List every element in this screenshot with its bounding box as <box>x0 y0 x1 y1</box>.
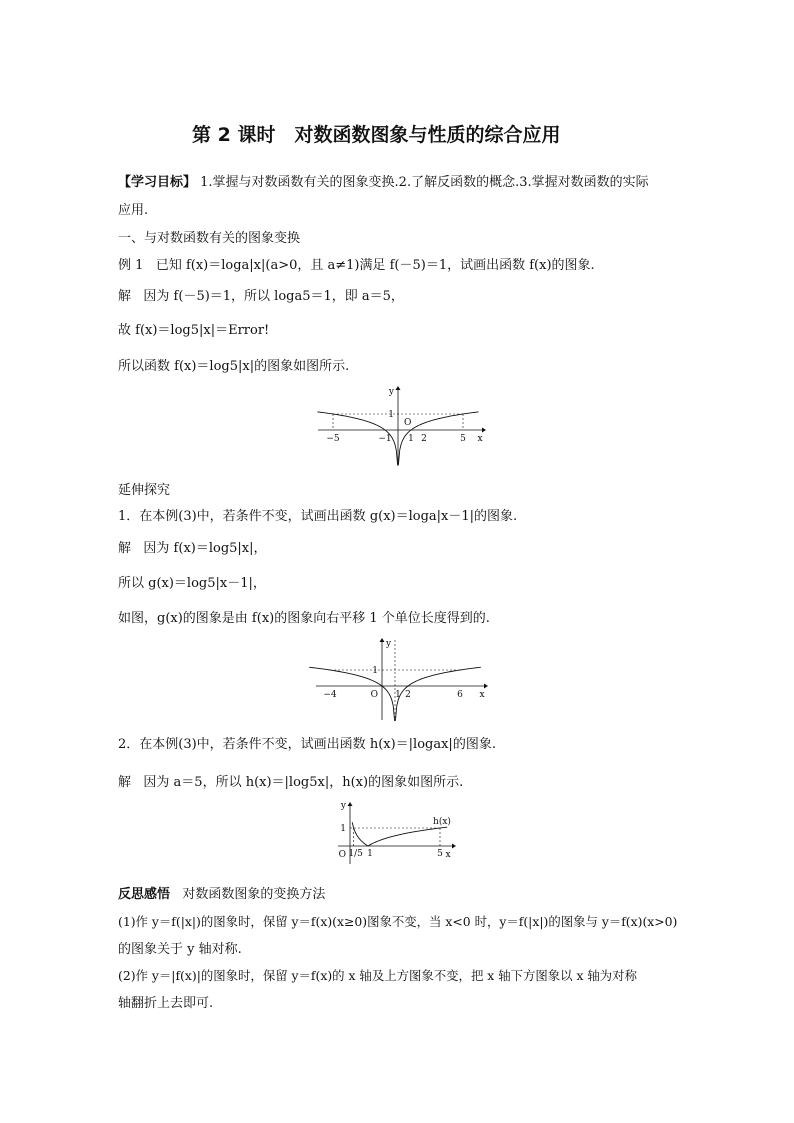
extension-heading: 延伸探究 <box>118 483 171 498</box>
graph-g-log5-abs-x-minus-1 <box>316 636 490 722</box>
q1-solution-line-2: 所以 g(x)＝log5|x－1|， <box>118 576 266 591</box>
x-tick-label: −1 <box>378 434 392 444</box>
goals-line-1 <box>118 176 649 189</box>
x-tick-label: 2 <box>421 434 427 444</box>
solution-line-2: 故 f(x)＝log5|x|＝Error! <box>118 323 270 338</box>
x-tick-label: 5 <box>460 434 466 444</box>
y-axis-arrow <box>396 386 401 390</box>
section-heading-1: 一、与对数函数有关的图象变换 <box>118 231 301 246</box>
x-tick-label: 1 <box>395 690 401 700</box>
y-label: y <box>388 387 394 397</box>
graph-f-log5-abs-x <box>318 384 488 468</box>
y-label: y <box>386 639 392 649</box>
x-tick-label: 6 <box>457 690 463 700</box>
q1-solution-line-3: 如图，g(x)的图象是由 f(x)的图象向右平移 1 个单位长度得到的. <box>118 611 490 626</box>
x-axis-arrow <box>482 428 486 433</box>
y-tick-1: 1 <box>340 824 346 834</box>
q2-solution: 解 因为 a＝5，所以 h(x)＝|log5x|，h(x)的图象如图所示. <box>118 775 464 790</box>
origin-label: O <box>404 418 412 428</box>
solution-line-1: 解 因为 f(－5)＝1，所以 loga5＝1，即 a＝5， <box>118 289 404 304</box>
q1-solution-line-1: 解 因为 f(x)＝log5|x|， <box>118 541 267 556</box>
x-tick-1: 1 <box>367 849 373 859</box>
x-label: x <box>445 850 451 860</box>
x-label: x <box>479 690 485 700</box>
x-tick-label: −5 <box>326 434 340 444</box>
x-tick-5: 5 <box>437 849 443 859</box>
example-label: 例 1 <box>118 258 144 273</box>
reflection-label: 反思感悟 <box>118 887 171 902</box>
x-tick-label: 1 <box>408 434 414 444</box>
curve-label-hx: h(x) <box>433 817 451 827</box>
solution-line-3: 所以函数 f(x)＝log5|x|的图象如图所示. <box>118 359 350 374</box>
example-1 <box>118 259 595 272</box>
x-axis-arrow <box>452 844 456 849</box>
reflection <box>118 888 325 901</box>
rule-1-line-1: (1)作 y＝f(|x|)的图象时，保留 y＝f(x)(x≥0)图象不变，当 x<0 时，y＝f(|x|)的图象与 y＝f(x)(x>0) <box>118 914 678 929</box>
graph-h-abs-log5-x <box>334 802 464 868</box>
y-tick-1: 1 <box>388 410 394 420</box>
y-label: y <box>340 801 346 811</box>
origin-label: O <box>370 690 378 700</box>
solution-label: 解 <box>118 289 132 304</box>
rule-2-line-2: 轴翻折上去即可. <box>118 996 214 1011</box>
origin-label: O <box>338 850 346 860</box>
x-tick-label: 2 <box>405 690 411 700</box>
rule-1-line-2: 的图象关于 y 轴对称. <box>118 942 242 957</box>
goals-text: 1.掌握与对数函数有关的图象变换.2.了解反函数的概念.3.掌握对数函数的实际 <box>196 175 649 190</box>
y-axis-arrow <box>348 802 353 806</box>
x-tick-fifth: 1/5 <box>348 849 363 859</box>
rule-2-line-1: (2)作 y＝|f(x)|的图象时，保留 y＝f(x)的 x 轴及上方图象不变，把 x 轴下方图象以 x 轴为对称 <box>118 968 637 983</box>
question-1: 1．在本例(3)中，若条件不变，试画出函数 g(x)＝loga|x－1|的图象. <box>118 509 518 524</box>
y-axis-arrow <box>380 638 385 642</box>
question-2: 2．在本例(3)中，若条件不变，试画出函数 h(x)＝|logax|的图象. <box>118 737 496 752</box>
x-tick-label: −4 <box>323 690 337 700</box>
example-text: 已知 f(x)＝loga|x|(a>0，且 a≠1)满足 f(－5)＝1，试画出函数 f(x)的图象. <box>155 258 595 273</box>
x-axis-arrow <box>484 684 488 689</box>
page-title: 第 2 课时 对数函数图象与性质的综合应用 <box>192 124 561 146</box>
goals-label: 【学习目标】 <box>118 175 197 190</box>
y-tick-1: 1 <box>372 666 378 676</box>
reflection-text: 对数函数图象的变换方法 <box>182 887 326 902</box>
goals-line-2: 应用. <box>118 203 149 218</box>
x-label: x <box>477 434 483 444</box>
